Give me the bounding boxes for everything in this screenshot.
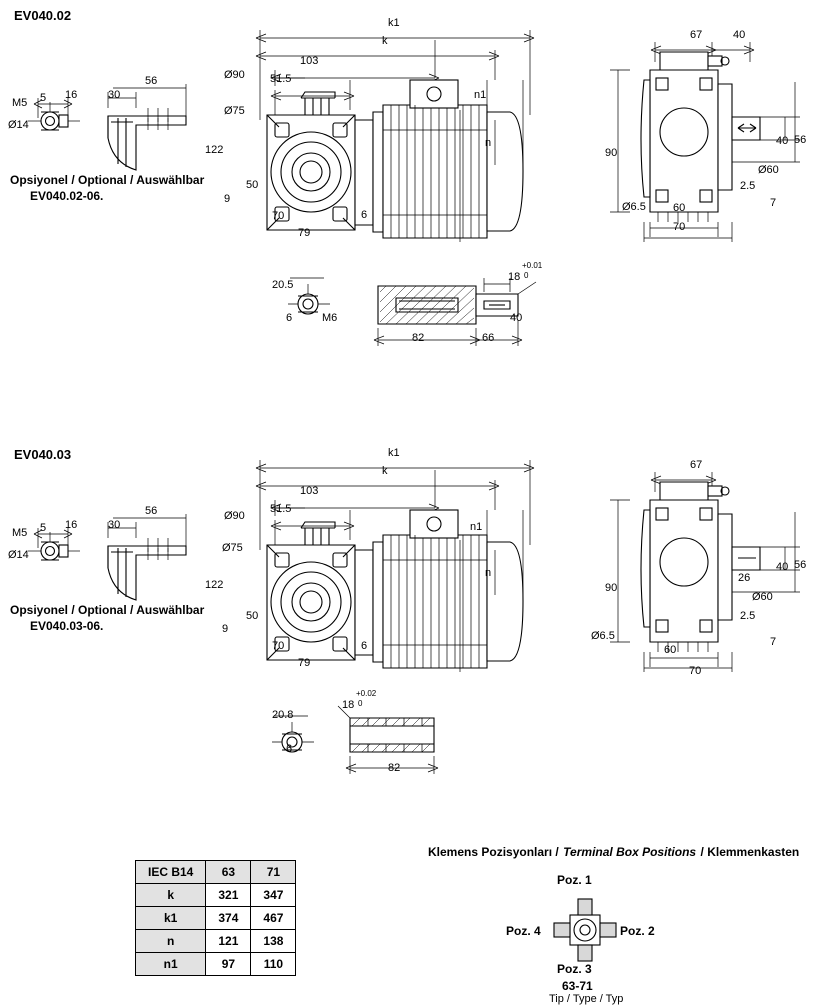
table-col-0: IEC B14 (136, 861, 206, 884)
label-6-shaft-2: 6 (286, 743, 293, 755)
terminal-model: 63-71 (562, 979, 593, 993)
label-90-1: 90 (605, 147, 618, 159)
label-66-1: 66 (482, 332, 495, 344)
label-82-2: 82 (388, 762, 401, 774)
label-k-1: k (382, 35, 388, 47)
label-30-1: 30 (108, 89, 121, 101)
row-k-63: 321 (206, 884, 251, 907)
row-n1-63: 97 (206, 953, 251, 976)
label-18-tol-1: +0.01 (522, 261, 543, 270)
label-70-2: 70 (272, 640, 285, 652)
label-70-1: 70 (272, 210, 285, 222)
row-label-n1: n1 (136, 953, 206, 976)
label-m5-2: M5 (12, 527, 28, 539)
row-label-k1: k1 (136, 907, 206, 930)
shaft-view-drawing-2 (268, 700, 568, 780)
table-row (136, 907, 296, 930)
label-56-side-2: 56 (794, 559, 807, 571)
side-view-drawing-2 (600, 452, 815, 662)
label-d60-1: Ø60 (758, 164, 779, 176)
row-n-63: 121 (206, 930, 251, 953)
label-2_5-2: 2.5 (740, 610, 756, 622)
label-60-2: 60 (664, 644, 677, 656)
terminal-heading-en: Terminal Box Positions (563, 845, 697, 859)
label-k1-1: k1 (388, 17, 400, 29)
row-k1-71: 467 (251, 907, 296, 930)
label-n-1: n (485, 137, 492, 149)
dimension-table (135, 860, 296, 976)
label-n-2: n (485, 567, 492, 579)
row-label-k: k (136, 884, 206, 907)
table-row (136, 930, 296, 953)
optional-note-2-line2: EV040.03-06. (30, 619, 104, 633)
label-56-side-1: 56 (794, 134, 807, 146)
label-m5-1: M5 (12, 97, 28, 109)
terminal-pos-1: Poz. 1 (557, 873, 592, 887)
label-18-tol-2: +0.02 (356, 689, 377, 698)
label-18-2: 18 (342, 699, 355, 711)
terminal-pos-3: Poz. 3 (557, 962, 592, 976)
label-k1-2: k1 (388, 447, 400, 459)
section-title-ev040-03: EV040.03 (14, 447, 72, 462)
label-67-1: 67 (690, 29, 703, 41)
label-6-2: 6 (361, 640, 368, 652)
label-n1-2: n1 (470, 521, 483, 533)
dim-table-wrapper (135, 860, 296, 976)
label-6-shaft-1: 6 (286, 312, 293, 324)
label-n1-1: n1 (474, 89, 487, 101)
label-50-2: 50 (246, 610, 259, 622)
optional-note-1-line2: EV040.02-06. (30, 189, 104, 203)
label-d6_5-1: Ø6.5 (622, 201, 646, 213)
label-7-1: 7 (770, 197, 777, 209)
label-5-1: 5 (40, 92, 47, 104)
label-90-2: 90 (605, 582, 618, 594)
label-20_5-1: 20.5 (272, 279, 294, 291)
terminal-box-heading (428, 843, 799, 861)
label-60-1: 60 (673, 202, 686, 214)
row-k-71: 347 (251, 884, 296, 907)
label-20_8-2: 20.8 (272, 709, 294, 721)
label-40b-1: 40 (776, 135, 789, 147)
label-18-1: 18 (508, 271, 521, 283)
label-18-tol2-2: 0 (358, 699, 363, 708)
table-row (136, 884, 296, 907)
label-d90-2: Ø90 (224, 510, 245, 522)
optional-note-2-line1: Opsiyonel / Optional / Auswählbar (10, 603, 205, 617)
label-d60-2: Ø60 (752, 591, 773, 603)
label-79-1: 79 (298, 227, 311, 239)
terminal-caption: Tip / Type / Typ (549, 993, 624, 1005)
terminal-heading-tr: Klemens Pozisyonları / (428, 845, 559, 859)
label-k-2: k (382, 465, 388, 477)
label-d14-2: Ø14 (8, 549, 29, 561)
label-d14-1: Ø14 (8, 119, 29, 131)
label-9-1: 9 (224, 193, 231, 205)
optional-note-1-line1: Opsiyonel / Optional / Auswählbar (10, 173, 205, 187)
label-51_5-2: 51.5 (270, 503, 292, 515)
label-18-tol2-1: 0 (524, 271, 529, 280)
label-m6-1: M6 (322, 312, 338, 324)
label-40-2: 40 (776, 561, 789, 573)
label-70-side-2: 70 (689, 665, 702, 677)
label-d90-1: Ø90 (224, 69, 245, 81)
label-50-1: 50 (246, 179, 259, 191)
table-col-1: 63 (206, 861, 251, 884)
label-70-side-1: 70 (673, 221, 686, 233)
label-6-1: 6 (361, 209, 368, 221)
label-40-1: 40 (733, 29, 746, 41)
terminal-pos-4: Poz. 4 (506, 924, 541, 938)
row-n-71: 138 (251, 930, 296, 953)
front-view-drawing-1 (205, 17, 545, 250)
terminal-pos-2: Poz. 2 (620, 924, 655, 938)
table-header-row (136, 861, 296, 884)
label-30-2: 30 (108, 519, 121, 531)
label-103-1: 103 (300, 55, 319, 67)
label-d75-1: Ø75 (224, 105, 245, 117)
label-122-2: 122 (205, 579, 224, 591)
label-122-1: 122 (205, 144, 224, 156)
label-16-1: 16 (65, 89, 78, 101)
label-5-2: 5 (40, 522, 47, 534)
label-103-2: 103 (300, 485, 319, 497)
label-40-shaft-1: 40 (510, 312, 523, 324)
label-51_5-1: 51.5 (270, 73, 292, 85)
terminal-heading-de: / Klemmenkasten (700, 845, 800, 859)
label-82-1: 82 (412, 332, 425, 344)
table-col-2: 71 (251, 861, 296, 884)
table-row (136, 953, 296, 976)
label-56-1: 56 (145, 75, 158, 87)
terminal-box-diagram (540, 885, 630, 965)
row-label-n: n (136, 930, 206, 953)
label-67-2: 67 (690, 459, 703, 471)
front-view-drawing-2 (205, 447, 545, 680)
row-n1-71: 110 (251, 953, 296, 976)
label-79-2: 79 (298, 657, 311, 669)
label-d75-2: Ø75 (222, 542, 243, 554)
left-detail-drawing-1 (8, 75, 198, 183)
section-title-ev040-02: EV040.02 (14, 8, 72, 23)
row-k1-63: 374 (206, 907, 251, 930)
label-2_5-1: 2.5 (740, 180, 756, 192)
label-16-2: 16 (65, 519, 78, 531)
left-detail-drawing-2 (8, 505, 198, 613)
label-56-2: 56 (145, 505, 158, 517)
label-7-2: 7 (770, 636, 777, 648)
label-9-2: 9 (222, 623, 229, 635)
label-d6_5-2: Ø6.5 (591, 630, 615, 642)
label-26-2: 26 (738, 572, 751, 584)
